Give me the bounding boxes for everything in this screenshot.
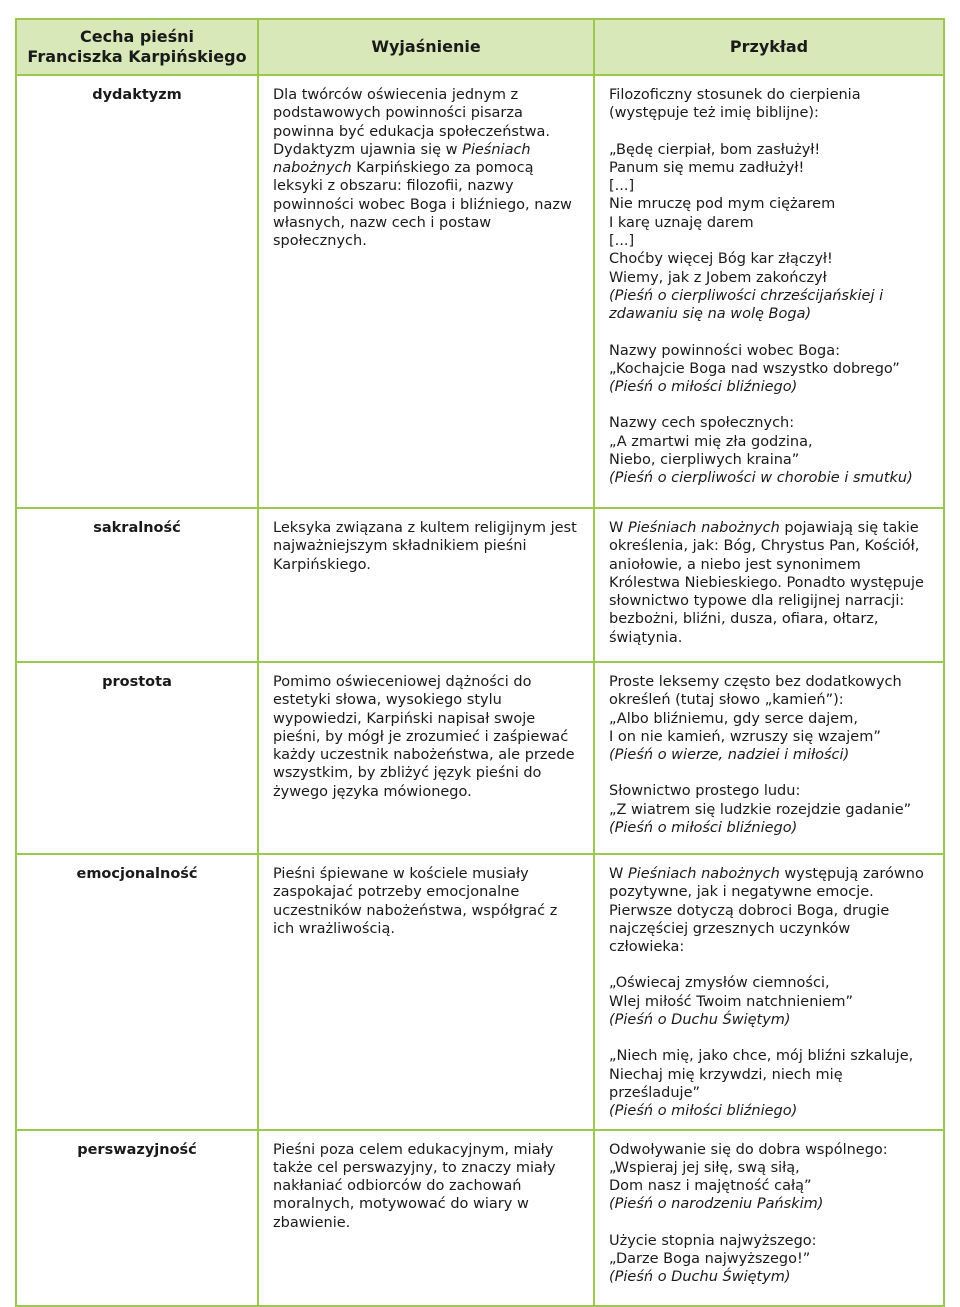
features-table	[15, 18, 945, 1307]
header-feature: Cecha pieśni Franciszka Karpińskiego	[16, 19, 258, 75]
explanation-cell: Pieśni poza celem edukacyjnym, miały także cel perswazyjny, to znaczy miały nakłaniać odbiorców do zachowań moralnych, motywować do wiary w zbawienie.	[258, 1130, 594, 1306]
example-cell: W Pieśniach nabożnych pojawiają się takie określenia, jak: Bóg, Chrystus Pan, Kościół, aniołowie, a niebo jest synonimem Królestwa Niebieskiego. Ponadto występuje słownictwo typowe dla religijnej narracji: bezbożni, bliźni, dusza, ofiara, ołtarz, świątynia.	[594, 508, 944, 662]
feature-cell: emocjonalność	[16, 854, 258, 1130]
explanation-cell: Pieśni śpiewane w kościele musiały zaspokajać potrzeby emocjonalne uczestników nabożeństwa, współgrać z ich wrażliwością.	[258, 854, 594, 1130]
feature-cell: perswazyjność	[16, 1130, 258, 1306]
table-row	[16, 854, 944, 1130]
table-row	[16, 662, 944, 854]
feature-cell: prostota	[16, 662, 258, 854]
example-cell: Filozoficzny stosunek do cierpienia (występuje też imię biblijne): „Będę cierpiał, bom zasłużył! Panum się memu zadłużył! [...] Nie mruczę pod mym ciężarem I karę uznaję darem [...] Choćby więcej Bóg kar złączył! Wiemy, jak z Jobem zakończył (Pieśń o cierpliwości chrześcijańskiej i zdawaniu się na wolę Boga) Nazwy powinności wobec Boga: „Kochajcie Boga nad wszystko dobrego” (Pieśń o miłości bliźniego) Nazwy cech społecznych: „A zmartwi mię zła godzina, Niebo, cierpliwych kraina” (Pieśń o cierpliwości w chorobie i smutku)	[594, 75, 944, 508]
example-cell: Odwoływanie się do dobra wspólnego: „Wspieraj jej siłę, swą siłą, Dom nasz i majętność całą” (Pieśń o narodzeniu Pańskim) Użycie stopnia najwyższego: „Darze Boga najwyższego!” (Pieśń o Duchu Świętym)	[594, 1130, 944, 1306]
feature-cell: dydaktyzm	[16, 75, 258, 508]
explanation-cell: Dla twórców oświecenia jednym z podstawowych powinności pisarza powinna być edukacja społeczeństwa. Dydaktyzm ujawnia się w Pieśniach nabożnych Karpińskiego za pomocą leksyki z obszaru: filozofii, nazwy powinności wobec Boga i bliźniego, nazw własnych, nazw cech i postaw społecznych.	[258, 75, 594, 508]
header-example: Przykład	[594, 19, 944, 75]
feature-cell: sakralność	[16, 508, 258, 662]
explanation-cell: Pomimo oświeceniowej dążności do estetyki słowa, wysokiego stylu wypowiedzi, Karpiński napisał swoje pieśni, by mógł je zrozumieć i zaśpiewać każdy uczestnik nabożeństwa, ale przede wszystkim, by zbliżyć język pieśni do żywego języka mówionego.	[258, 662, 594, 854]
example-cell: Proste leksemy często bez dodatkowych określeń (tutaj słowo „kamień”): „Albo bliźniemu, gdy serce dajem, I on nie kamień, wzruszy się wzajem” (Pieśń o wierze, nadziei i miłości) Słownictwo prostego ludu: „Z wiatrem się ludzkie rozejdzie gadanie” (Pieśń o miłości bliźniego)	[594, 662, 944, 854]
header-row	[16, 19, 944, 75]
table-row	[16, 508, 944, 662]
example-cell: W Pieśniach nabożnych występują zarówno pozytywne, jak i negatywne emocje. Pierwsze dotyczą dobroci Boga, drugie najczęściej grzesznych uczynków człowieka: „Oświecaj zmysłów ciemności, Wlej miłość Twoim natchnieniem” (Pieśń o Duchu Świętym) „Niech mię, jako chce, mój bliźni szkaluje, Niechaj mię krzywdzi, niech mię prześladuje” (Pieśń o miłości bliźniego)	[594, 854, 944, 1130]
table-row	[16, 75, 944, 508]
explanation-cell: Leksyka związana z kultem religijnym jest najważniejszym składnikiem pieśni Karpińskiego.	[258, 508, 594, 662]
header-explanation: Wyjaśnienie	[258, 19, 594, 75]
table-row	[16, 1130, 944, 1306]
